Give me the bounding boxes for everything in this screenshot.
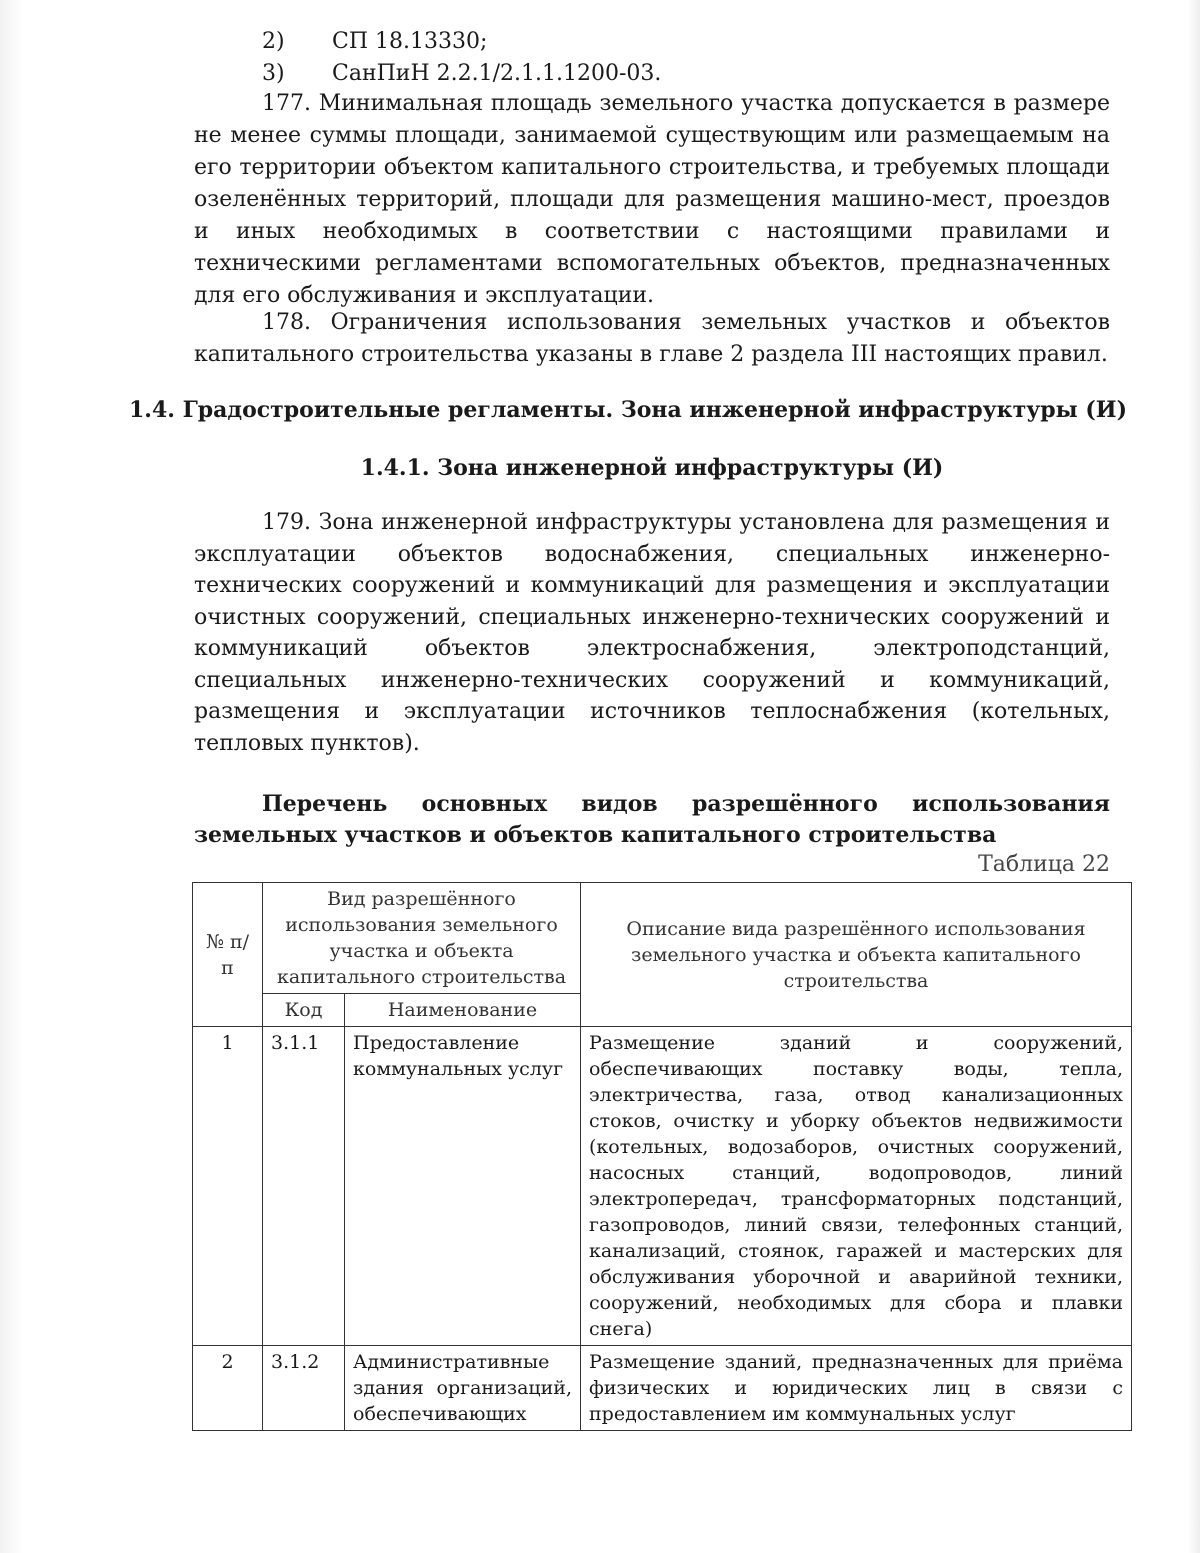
list-item-number: 2) bbox=[262, 29, 285, 54]
cell-name: Предоставление коммунальных услуг bbox=[345, 1027, 581, 1346]
cell-num: 1 bbox=[193, 1027, 263, 1346]
header-description: Описание вида разрешённого использования земельного участка и объекта капитального строительства bbox=[581, 883, 1132, 1027]
scan-edge-left bbox=[0, 0, 24, 1553]
table-row bbox=[193, 1027, 1132, 1346]
cell-code: 3.1.1 bbox=[263, 1027, 345, 1346]
permitted-use-table bbox=[192, 882, 1132, 1431]
header-code: Код bbox=[263, 994, 345, 1027]
cell-description: Размещение зданий и сооружений, обеспечивающих поставку воды, тепла, электричества, газа, отвод канализационных стоков, очистку и уборку объектов недвижимости (котельных, водозаборов, очистных сооружений, насосных станций, водопроводов, линий электропередач, трансформаторных подстанций, газопроводов, линий связи, телефонных станций, канализаций, стоянок, гаражей и мастерских для обслуживания уборочной и аварийной техники, сооружений, необходимых для сбора и плавки снега) bbox=[581, 1027, 1132, 1346]
paragraph-177: 177. Минимальная площадь земельного участка допускается в размере не менее суммы площади, занимаемой существующим или размещаемым на его территории объектом капитального строительства, и требуемых площади озеленённых территорий, площади для размещения машино-мест, проездов и иных необходимых в соответствии с настоящими правилами и техническими регламентами вспомогательных объектов, предназначенных для его обслуживания и эксплуатации. bbox=[194, 91, 1110, 308]
header-use-type: Вид разрешённого использования земельного участка и объекта капитального строительства bbox=[263, 883, 581, 994]
paragraph-179: 179. Зона инженерной инфраструктуры установлена для размещения и эксплуатации объектов водоснабжения, специальных инженерно-технических сооружений и коммуникаций для размещения и эксплуатации очистных сооружений, специальных инженерно-технических сооружений и коммуникаций объектов электроснабжения, электроподстанций, специальных инженерно-технических сооружений и коммуникаций, размещения и эксплуатации источников теплоснабжения (котельных, тепловых пунктов). bbox=[194, 510, 1110, 756]
list-item-3 bbox=[262, 59, 661, 89]
cell-num: 2 bbox=[193, 1346, 263, 1431]
header-name: Наименование bbox=[345, 994, 581, 1027]
table-caption: Таблица 22 bbox=[978, 852, 1110, 877]
list-title: Перечень основных видов разрешённого использования земельных участков и объектов капитального строительства bbox=[194, 791, 1110, 848]
list-item-text: СП 18.13330; bbox=[332, 29, 488, 54]
list-item-2 bbox=[262, 27, 487, 57]
cell-name: Административные здания организаций, обеспечивающих bbox=[345, 1346, 581, 1431]
header-num: № п/п bbox=[193, 883, 263, 1027]
scan-edge-right bbox=[1188, 0, 1200, 1553]
cell-description: Размещение зданий, предназначенных для приёма физических и юридических лиц в связи с предоставлением им коммунальных услуг bbox=[581, 1346, 1132, 1431]
table-row bbox=[193, 1346, 1132, 1431]
list-item-text: СанПиН 2.2.1/2.1.1.1200-03. bbox=[332, 61, 662, 86]
section-heading: 1.4. Градостроительные регламенты. Зона инженерной инфраструктуры (И) bbox=[128, 397, 1127, 423]
list-item-number: 3) bbox=[262, 61, 285, 86]
paragraph-178: 178. Ограничения использования земельных участков и объектов капитального строительства указаны в главе 2 раздела III настоящих правил. bbox=[194, 310, 1110, 367]
subsection-heading: 1.4.1. Зона инженерной инфраструктуры (И) bbox=[360, 455, 944, 481]
cell-code: 3.1.2 bbox=[263, 1346, 345, 1431]
